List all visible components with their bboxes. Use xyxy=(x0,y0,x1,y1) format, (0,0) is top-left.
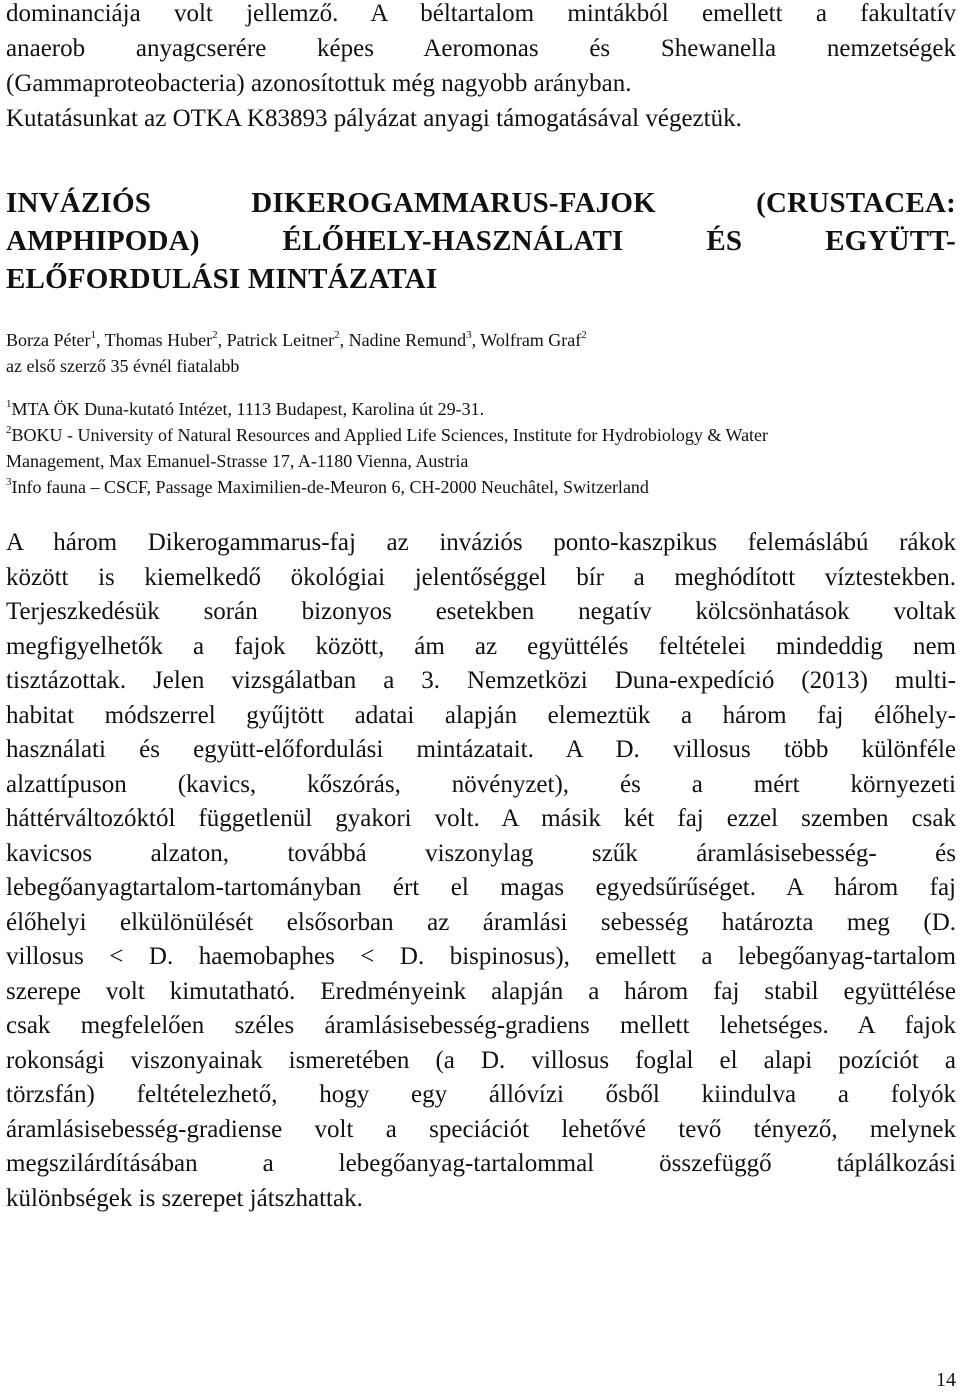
abstract-line: megszilárdításában a lebegőanyag-tartalommal összefüggő táplálkozási xyxy=(6,1150,956,1177)
abstract-line: áramlásisebesség-gradiense volt a speciációt lehetővé tevő tényező, melynek xyxy=(6,1115,956,1143)
document-page xyxy=(6,0,956,1216)
affiliation-item xyxy=(6,474,956,500)
abstract-line: Terjeszkedésük során bizonyos esetekben negatív kölcsönhatások voltak xyxy=(6,598,956,625)
affiliation-text: MTA ÖK Duna-kutató Intézet, 1113 Budapest, Karolina út 29-31. xyxy=(11,399,485,419)
author-block xyxy=(6,327,956,379)
author-affiliation-mark: 1 xyxy=(90,329,96,341)
article-title xyxy=(6,184,956,298)
author-separator: , xyxy=(217,330,227,350)
abstract-line: háttérváltozóktól függetlenül gyakori volt. A másik két faj ezzel szemben csak xyxy=(6,805,956,832)
abstract-line: A három Dikerogammarus-faj az inváziós ponto-kaszpikus felemáslábú rákok xyxy=(6,529,956,556)
abstract-line: tisztázottak. Jelen vizsgálatban a 3. Nemzetközi Duna-expedíció (2013) multi- xyxy=(6,667,956,694)
affiliation-mark: 1 xyxy=(6,398,12,410)
abstract-line: csak megfelelően széles áramlásisebesség-gradiens mellett lehetséges. A fajok xyxy=(6,1012,956,1039)
abstract-line: habitat módszerrel gyűjtött adatai alapján elemeztük a három faj élőhely- xyxy=(6,701,956,729)
abstract-line: villosus < D. haemobaphes < D. bispinosus), emellett a lebegőanyag-tartalom xyxy=(6,943,956,970)
abstract-line: kavicsos alzaton, továbbá viszonylag szűk áramlásisebesség- és xyxy=(6,839,956,867)
affiliation-item xyxy=(6,422,956,448)
author-name: Nadine Remund xyxy=(348,330,467,350)
author-name: Thomas Huber xyxy=(104,330,213,350)
author-separator: , xyxy=(95,330,105,350)
abstract-line: lebegőanyagtartalom-tartományban ért el magas egyedsűrűséget. A három faj xyxy=(6,874,956,901)
abstract-line: törzsfán) feltételezhető, hogy egy állóvízi ősből kiindulva a folyók xyxy=(6,1081,956,1108)
abstract-line: szerepe volt kimutatható. Eredményeink alapján a három faj stabil együttélése xyxy=(6,977,956,1005)
author-affiliation-mark: 3 xyxy=(466,329,472,341)
author-name: Wolfram Graf xyxy=(480,330,582,350)
intro-line: dominanciája volt jellemző. A béltartalom mintákból emellett a fakultatív xyxy=(6,0,956,27)
title-line: ELŐFORDULÁSI MINTÁZATAI xyxy=(6,263,438,295)
intro-line: anaerob anyagcserére képes Aeromonas és Shewanella nemzetségek xyxy=(6,35,956,62)
affiliation-text: Info fauna – CSCF, Passage Maximilien-de-Meuron 6, CH-2000 Neuchâtel, Switzerland xyxy=(11,477,649,497)
abstract-line: használati és együtt-előfordulási mintázatait. A D. villosus több különféle xyxy=(6,736,956,763)
abstract-line: különbségek is szerepet játszhattak. xyxy=(6,1184,363,1212)
affiliation-item xyxy=(6,396,956,422)
affiliation-continuation: Management, Max Emanuel-Strasse 17, A-1180 Vienna, Austria xyxy=(6,451,469,471)
abstract-line: élőhelyi elkülönülését elsősorban az áramlási sebesség határozta meg (D. xyxy=(6,908,956,936)
author-separator: , xyxy=(339,330,349,350)
author-affiliation-mark: 2 xyxy=(581,329,587,341)
abstract-line: rokonsági viszonyainak ismeretében (a D. villosus foglal el alapi pozíciót a xyxy=(6,1046,956,1074)
abstract-line: alzattípuson (kavics, kőszórás, növényzet), és a mért környezeti xyxy=(6,770,956,798)
page-number: 14 xyxy=(936,1369,956,1391)
affiliation-list xyxy=(6,396,956,500)
author-affiliation-mark: 2 xyxy=(334,329,340,341)
author-affiliation-mark: 2 xyxy=(212,329,218,341)
author-note: az első szerző 35 évnél fiatalabb xyxy=(6,356,240,376)
affiliation-mark: 2 xyxy=(6,424,12,436)
abstract-paragraph xyxy=(6,526,956,1216)
abstract-line: megfigyelhetők a fajok között, ám az együttélés feltételei mindeddig nem xyxy=(6,632,956,660)
intro-paragraph xyxy=(6,0,956,136)
title-line: AMPHIPODA) ÉLŐHELY-HASZNÁLATI ÉS EGYÜTT- xyxy=(6,225,956,257)
affiliation-text: BOKU - University of Natural Resources and Applied Life Sciences, Institute for Hydrobiology & Water xyxy=(11,425,769,445)
intro-line: Kutatásunkat az OTKA K83893 pályázat anyagi támogatásával végeztük. xyxy=(6,105,742,132)
abstract-line: között is kiemelkedő ökológiai jelentőséggel bír a meghódított víztestekben. xyxy=(6,563,956,591)
author-name: Patrick Leitner xyxy=(226,330,335,350)
affiliation-mark: 3 xyxy=(6,476,12,488)
title-line: INVÁZIÓS DIKEROGAMMARUS-FAJOK (CRUSTACEA: xyxy=(6,187,956,219)
intro-line: (Gammaproteobacteria) azonosítottuk még nagyobb arányban. xyxy=(6,70,632,97)
author-separator: , xyxy=(471,330,481,350)
author-name: Borza Péter xyxy=(6,330,91,350)
author-list xyxy=(6,327,956,353)
